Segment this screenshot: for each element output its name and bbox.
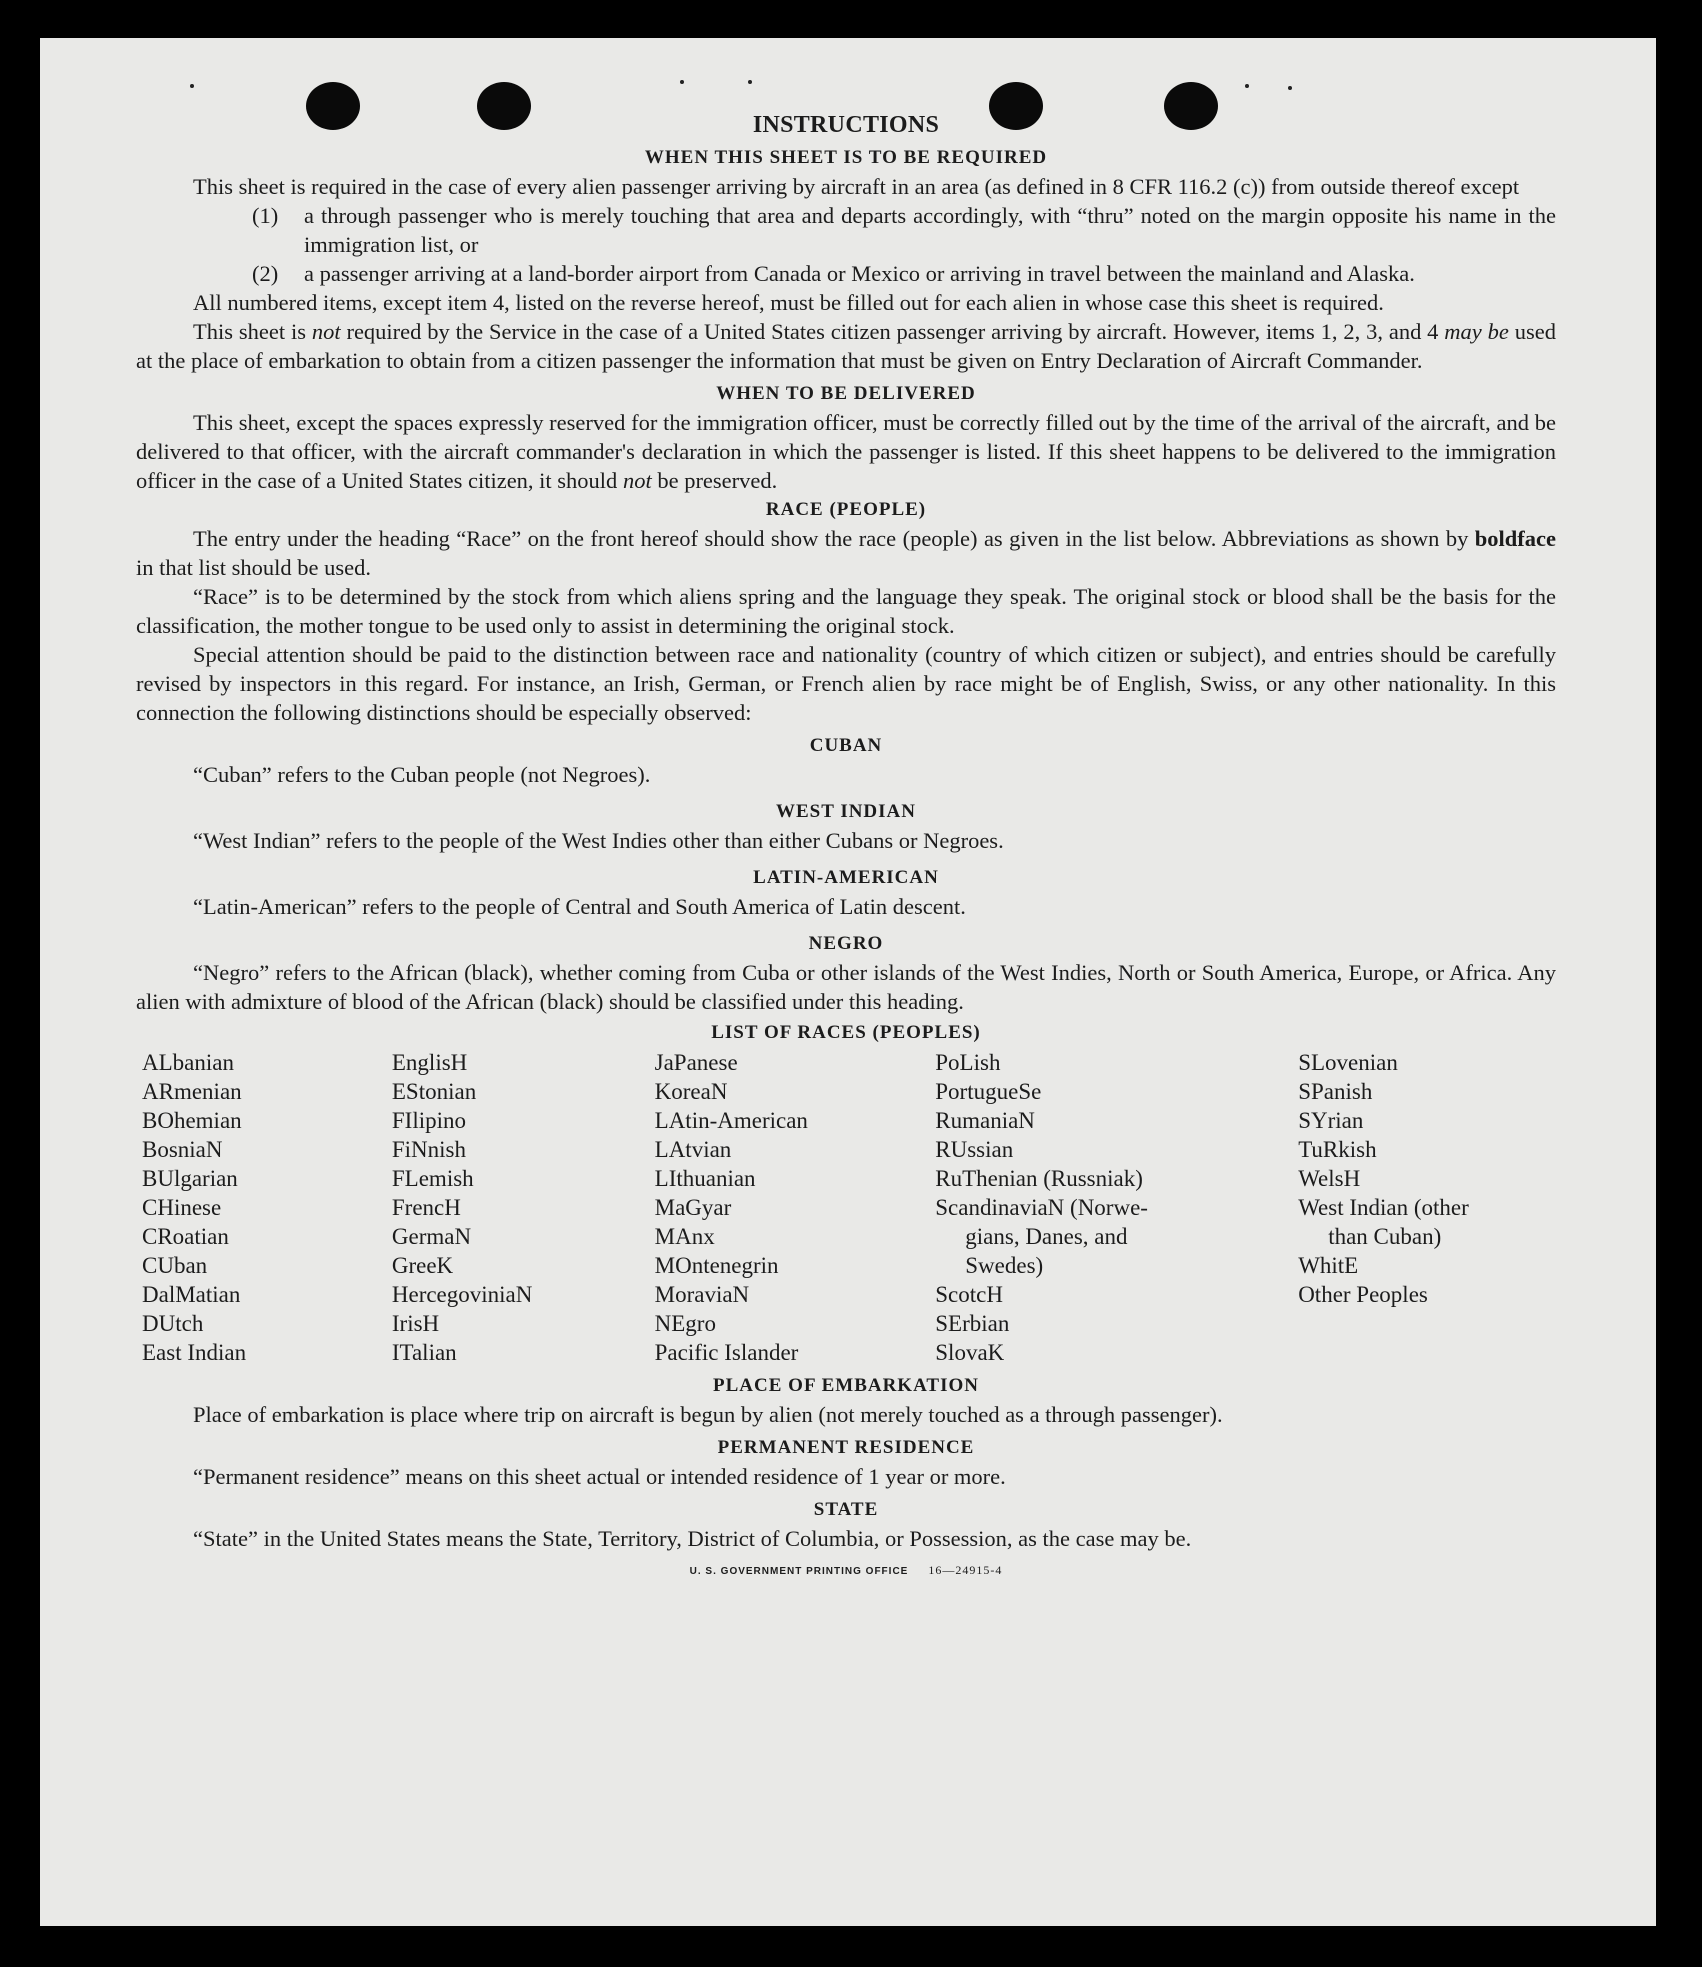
- race-paragraph-3: Special attention should be paid to the distinction between race and nationality (country of which citizen or subject), and entries should be carefully revised by inspectors in this regard. For instance, an Irish, German, or French alien by race might be of English, Swiss, or any other nationality. In this connection the following distinctions should be especially observed:: [136, 642, 1556, 725]
- bold-text: boldface: [1474, 526, 1556, 551]
- emphasis-text: not: [311, 319, 341, 344]
- races-column-5: [1298, 1048, 1556, 1367]
- printer-imprint: [136, 1563, 1556, 1578]
- list-item: Other Peoples: [1298, 1282, 1428, 1307]
- text-run: required by the Service in the case of a United States citizen passenger arriving by aircraft. However, items 1, 2, 3, and 4: [340, 319, 1445, 344]
- list-item: BosniaN: [142, 1137, 223, 1162]
- document-page: [40, 38, 1656, 1926]
- speck: [190, 84, 194, 88]
- list-item: EnglisH: [391, 1050, 468, 1075]
- list-item: Pacific Islander: [654, 1340, 799, 1365]
- list-item: PoLish: [935, 1050, 1001, 1075]
- item-text: a passenger arriving at a land-border airport from Canada or Mexico or arriving in travel between the mainland and Alaska.: [304, 261, 1415, 286]
- section-heading-list-of-races: LIST OF RACES (PEOPLES): [711, 1022, 981, 1043]
- list-item: GreeK: [391, 1253, 454, 1278]
- list-item: LAtvian: [654, 1137, 732, 1162]
- list-item: LAtin-American: [654, 1108, 808, 1133]
- item-text: a through passenger who is merely touching that area and departs accordingly, with “thru” noted on the margin opposite his name in the immigration list, or: [304, 203, 1556, 257]
- list-item: FrencH: [391, 1195, 461, 1220]
- list-item: GermaN: [391, 1224, 472, 1249]
- section-heading-embarkation: PLACE OF EMBARKATION: [713, 1375, 979, 1396]
- list-item: CUban: [142, 1253, 208, 1278]
- list-item-continuation: gians, Danes, and: [965, 1224, 1128, 1249]
- list-item-continuation: Swedes): [965, 1253, 1044, 1278]
- form-number: 16—24915-4: [928, 1563, 1003, 1577]
- item-number: (1): [252, 203, 279, 228]
- list-item: PortugueSe: [935, 1079, 1042, 1104]
- list-item-continuation: than Cuban): [1328, 1224, 1442, 1249]
- list-item: SYrian: [1298, 1108, 1364, 1133]
- text-run: This sheet is: [193, 319, 312, 344]
- list-item: ALbanian: [142, 1050, 234, 1075]
- races-column-2: [392, 1048, 655, 1367]
- latin-american-definition: “Latin-American” refers to the people of Central and South America of Latin descent.: [193, 894, 966, 919]
- punch-hole: [1164, 82, 1218, 130]
- list-item: BUlgarian: [142, 1166, 238, 1191]
- list-item: ScotcH: [935, 1282, 1003, 1307]
- list-item: JaPanese: [654, 1050, 738, 1075]
- list-of-races: [142, 1048, 1556, 1367]
- list-item: TuRkish: [1298, 1137, 1377, 1162]
- list-item: ARmenian: [142, 1079, 242, 1104]
- race-paragraph-2: “Race” is to be determined by the stock from which aliens spring and the language they speak. The original stock or blood shall be the basis for the classification, the mother tongue to be used only to assist in determining the original stock.: [136, 584, 1556, 638]
- list-item: MOntenegrin: [654, 1253, 779, 1278]
- list-item: RuThenian (Russniak): [935, 1166, 1143, 1191]
- section-heading-latin-american: LATIN-AMERICAN: [753, 867, 939, 888]
- speck: [748, 80, 752, 84]
- printer-name: U. S. GOVERNMENT PRINTING OFFICE: [689, 1566, 909, 1577]
- speck: [1245, 84, 1249, 88]
- list-item: EStonian: [391, 1079, 477, 1104]
- section-heading-west-indian: WEST INDIAN: [776, 801, 916, 822]
- section-heading-state: STATE: [813, 1499, 879, 1520]
- numbered-items-paragraph: All numbered items, except item 4, listed on the reverse hereof, must be filled out for each alien in whose case this sheet is required.: [193, 290, 1384, 315]
- list-item: NEgro: [654, 1311, 716, 1336]
- races-column-4: [935, 1048, 1298, 1367]
- list-item: RumaniaN: [935, 1108, 1035, 1133]
- citizen-paragraph: [136, 317, 1556, 375]
- emphasis-text: not: [622, 468, 652, 493]
- list-item: SlovaK: [935, 1340, 1005, 1365]
- list-item: East Indian: [142, 1340, 247, 1365]
- list-item: DalMatian: [142, 1282, 241, 1307]
- list-item: CRoatian: [142, 1224, 229, 1249]
- state-definition: “State” in the United States means the State, Territory, District of Columbia, or Possession, as the case may be.: [193, 1526, 1192, 1551]
- section-heading-negro: NEGRO: [808, 933, 884, 954]
- speck: [1288, 86, 1292, 90]
- when-required-intro: This sheet is required in the case of every alien passenger arriving by aircraft in an area (as defined in 8 CFR 116.2 (c)) from outside thereof except: [193, 174, 1520, 199]
- cuban-definition: “Cuban” refers to the Cuban people (not Negroes).: [193, 762, 651, 787]
- list-item: FLemish: [391, 1166, 474, 1191]
- races-column-1: [142, 1048, 392, 1367]
- race-paragraph-1: [136, 524, 1556, 582]
- list-item: ITalian: [391, 1340, 457, 1365]
- list-item: KoreaN: [654, 1079, 728, 1104]
- text-run: be preserved.: [651, 468, 778, 493]
- list-item: FiNnish: [391, 1137, 467, 1162]
- speck: [680, 80, 684, 84]
- page-title: INSTRUCTIONS: [752, 112, 940, 138]
- text-run: in that list should be used.: [136, 555, 371, 580]
- list-item: SLovenian: [1298, 1050, 1398, 1075]
- section-heading-cuban: CUBAN: [809, 735, 883, 756]
- list-item: RUssian: [935, 1137, 1014, 1162]
- list-item: CHinese: [142, 1195, 222, 1220]
- text-run: used at the place of embarkation to obtain from a citizen passenger the information that must be given on Entry Declaration of Aircraft Commander.: [136, 319, 1556, 373]
- punch-hole: [989, 82, 1043, 130]
- section-heading-race: RACE (PEOPLE): [765, 499, 927, 520]
- embarkation-definition: Place of embarkation is place where trip on aircraft is begun by alien (not merely touched as a through passenger).: [193, 1402, 1223, 1427]
- list-item: BOhemian: [142, 1108, 242, 1133]
- negro-definition: “Negro” refers to the African (black), whether coming from Cuba or other islands of the West Indies, North or South America, Europe, or Africa. Any alien with admixture of blood of the African (black) should be classified under this heading.: [136, 960, 1556, 1014]
- emphasis-text: may be: [1444, 319, 1509, 344]
- list-item: FIlipino: [391, 1108, 466, 1133]
- punch-hole: [477, 82, 531, 130]
- list-item: DUtch: [142, 1311, 204, 1336]
- list-item: West Indian (other: [1298, 1195, 1469, 1220]
- list-item: WhitE: [1298, 1253, 1359, 1278]
- races-column-3: [655, 1048, 936, 1367]
- west-indian-definition: “West Indian” refers to the people of the West Indies other than either Cubans or Negroes.: [193, 828, 1004, 853]
- text-run: The entry under the heading “Race” on the front hereof should show the race (people) as given in the list below. Abbreviations as shown by: [193, 526, 1475, 551]
- list-item: MoraviaN: [654, 1282, 750, 1307]
- list-item: SErbian: [935, 1311, 1010, 1336]
- section-heading-residence: PERMANENT RESIDENCE: [717, 1437, 975, 1458]
- list-item: IrisH: [391, 1311, 440, 1336]
- text-run: This sheet, except the spaces expressly reserved for the immigration officer, must be correctly filled out by the time of the arrival of the aircraft, and be delivered to that officer, with the aircraft commander's declaration in which the passenger is listed. If this sheet happens to be delivered to the immigration officer in the case of a United States citizen, it should: [136, 410, 1556, 493]
- list-item: MaGyar: [654, 1195, 732, 1220]
- delivery-paragraph: [136, 408, 1556, 495]
- item-number: (2): [252, 261, 279, 286]
- list-item: SPanish: [1298, 1079, 1373, 1104]
- residence-definition: “Permanent residence” means on this sheet actual or intended residence of 1 year or more.: [193, 1464, 1006, 1489]
- list-item: HercegoviniaN: [391, 1282, 533, 1307]
- section-heading-when-delivered: WHEN TO BE DELIVERED: [716, 383, 976, 404]
- list-item: WelsH: [1298, 1166, 1361, 1191]
- exception-item-2: [252, 259, 1556, 288]
- list-item: LIthuanian: [654, 1166, 756, 1191]
- section-heading-when-required: WHEN THIS SHEET IS TO BE REQUIRED: [644, 147, 1048, 168]
- exception-item-1: [252, 201, 1556, 259]
- list-item: MAnx: [654, 1224, 715, 1249]
- list-item: ScandinaviaN (Norwe-: [935, 1195, 1148, 1220]
- punch-hole: [306, 82, 360, 130]
